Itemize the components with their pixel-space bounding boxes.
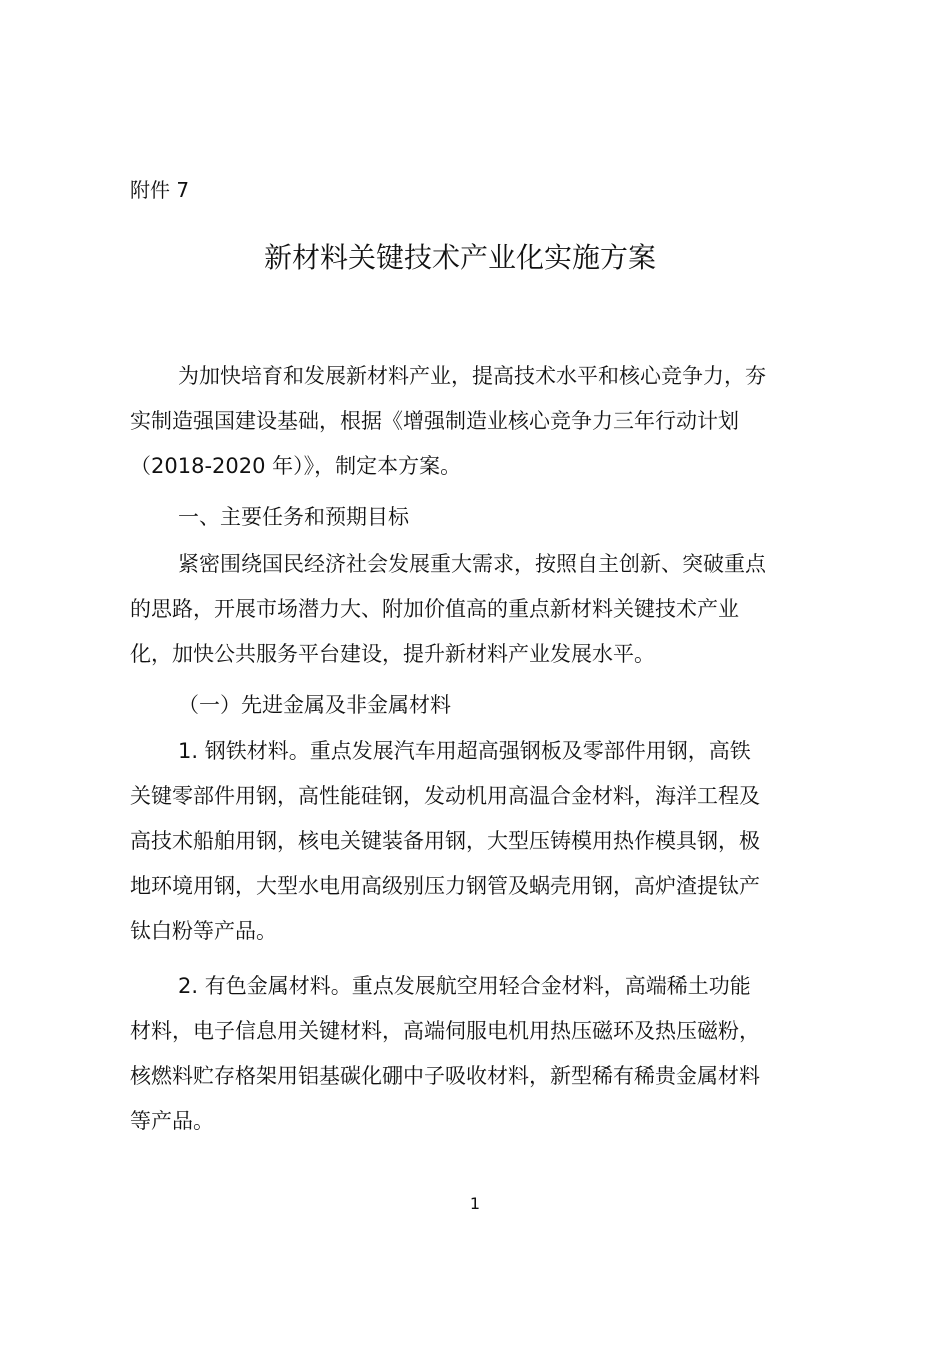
attachment-label: 附件 7 <box>130 178 190 202</box>
document-title: 新材料关键技术产业化实施方案 <box>263 241 656 274</box>
page-number: 1 <box>469 1194 481 1213</box>
list-item-steel-materials: 1. 钢铁材料。重点发展汽车用超高强钢板及零部件用钢，高铁关键零部件用钢，高性能硅钢，发动机用高温合金材料，海洋工程及高技术船舶用钢，核电关键装备用钢，大型压铸模用热作模具钢，极地环境用钢，大型水电用高级别压力钢管及蜗壳用钢，高炉渣提钛产钛白粉等产品。 <box>130 739 760 943</box>
subsection-heading-advanced-materials: （一）先进金属及非金属材料 <box>178 693 451 717</box>
list-item-nonferrous-materials: 2. 有色金属材料。重点发展航空用轻合金材料，高端稀土功能材料，电子信息用关键材料，高端伺服电机用热压磁环及热压磁粉，核燃料贮存格架用铝基碳化硼中子吸收材料，新型稀有稀贵金属材料等产品。 <box>130 974 760 1133</box>
intro-paragraph: 为加快培育和发展新材料产业，提高技术水平和核心竞争力，夯实制造强国建设基础，根据《增强制造业核心竞争力三年行动计划（2018-2020 年）》，制定本方案。 <box>130 364 766 478</box>
section-body-main-tasks: 紧密围绕国民经济社会发展重大需求，按照自主创新、突破重点的思路，开展市场潜力大、附加价值高的重点新材料关键技术产业化，加快公共服务平台建设，提升新材料产业发展水平。 <box>130 552 766 666</box>
section-heading-main-tasks: 一、主要任务和预期目标 <box>178 505 409 529</box>
